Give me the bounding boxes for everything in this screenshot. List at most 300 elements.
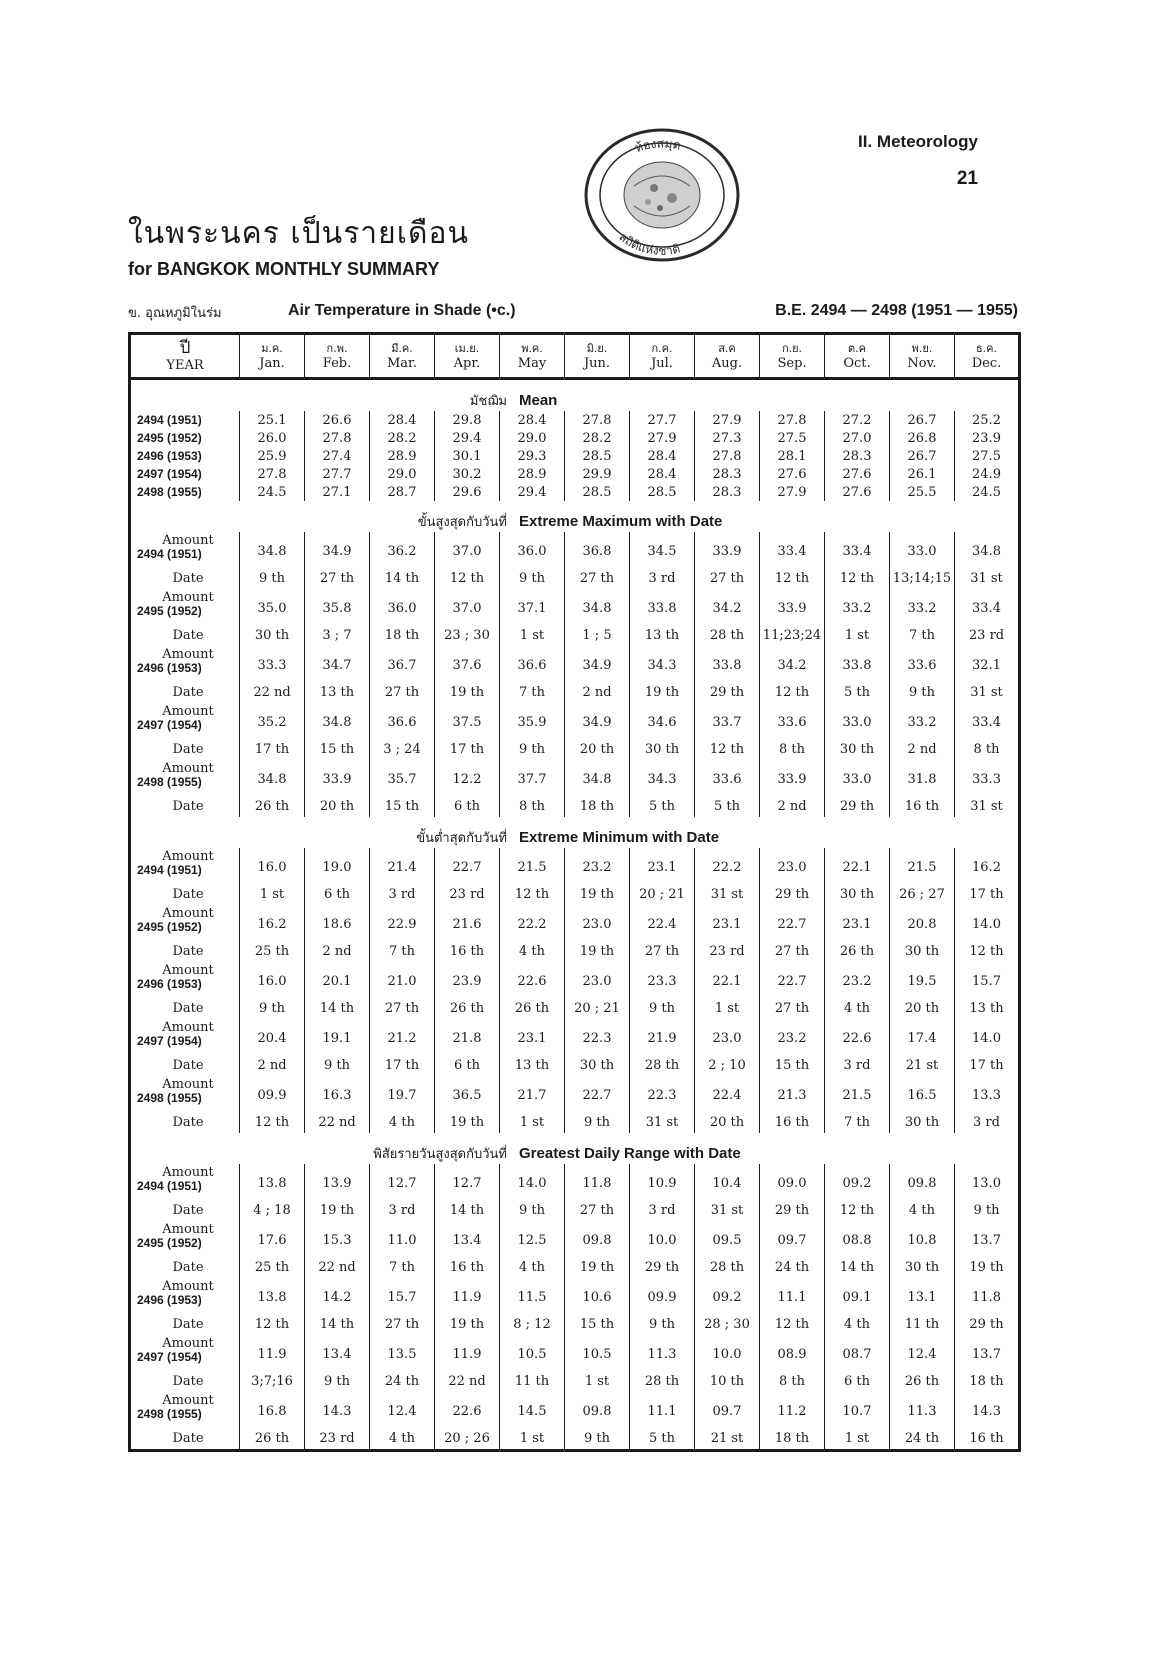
amount-value: 34.8 <box>565 589 630 617</box>
amount-value: 22.6 <box>435 1392 500 1420</box>
month-header-thai: มิ.ย. <box>586 342 608 355</box>
amount-value: 34.7 <box>305 646 370 674</box>
date-value: 6 th <box>825 1363 890 1392</box>
date-value: 14 th <box>305 1306 370 1335</box>
date-value: 18 th <box>370 617 435 646</box>
mean-value: 25.9 <box>240 447 305 465</box>
amount-value: 21.5 <box>500 848 565 876</box>
month-header-thai: ก.ย. <box>781 342 803 355</box>
date-value: 6 th <box>435 788 500 817</box>
amount-value: 12.7 <box>435 1164 500 1192</box>
month-column-header <box>695 334 760 379</box>
amount-label: Amount <box>162 533 214 548</box>
date-value: 27 th <box>370 1306 435 1335</box>
date-value: 26 th <box>435 990 500 1019</box>
date-value: 27 th <box>370 674 435 703</box>
date-value: 28 th <box>695 617 760 646</box>
year-label: 2497 (1954) <box>137 1034 202 1048</box>
amount-value: 22.6 <box>500 962 565 990</box>
amount-value: 33.6 <box>760 703 825 731</box>
title-thai: ในพระนคร เป็นรายเดือน <box>128 216 469 251</box>
date-value: 18 th <box>760 1420 825 1451</box>
date-value: 1 st <box>825 1420 890 1451</box>
date-row <box>130 617 1020 646</box>
amount-row <box>130 962 1020 990</box>
date-label: Date <box>172 1260 204 1275</box>
amount-value: 22.6 <box>825 1019 890 1047</box>
amount-value: 19.0 <box>305 848 370 876</box>
date-value: 4 th <box>500 1249 565 1278</box>
amount-value: 19.1 <box>305 1019 370 1047</box>
mean-value: 25.1 <box>240 411 305 429</box>
date-value: 26 th <box>240 788 305 817</box>
amount-value: 22.2 <box>500 905 565 933</box>
date-value: 12 th <box>760 1306 825 1335</box>
mean-value: 25.5 <box>890 483 955 501</box>
amount-value: 22.1 <box>825 848 890 876</box>
month-header-thai: ม.ค. <box>261 342 283 355</box>
date-value: 31 st <box>630 1104 695 1133</box>
mean-value: 26.1 <box>890 465 955 483</box>
date-value: 18 th <box>565 788 630 817</box>
date-value: 11 th <box>500 1363 565 1392</box>
amount-value: 16.2 <box>955 848 1020 876</box>
amount-value: 37.0 <box>435 532 500 560</box>
amount-value: 22.2 <box>695 848 760 876</box>
amount-value: 15.7 <box>370 1278 435 1306</box>
date-value: 12 th <box>240 1104 305 1133</box>
date-label-cell <box>130 1192 240 1221</box>
month-header-thai: พ.ค. <box>521 342 543 355</box>
date-value: 1 st <box>825 617 890 646</box>
year-label: 2497 (1954) <box>137 1350 202 1364</box>
amount-row <box>130 646 1020 674</box>
amount-label-cell <box>130 1335 240 1363</box>
amount-label: Amount <box>162 761 214 776</box>
date-value: 27 th <box>695 560 760 589</box>
mean-value: 28.5 <box>565 483 630 501</box>
amount-value: 09.2 <box>695 1278 760 1306</box>
mean-value: 26.8 <box>890 429 955 447</box>
date-value: 6 th <box>435 1047 500 1076</box>
month-header-english: Jun. <box>583 356 611 371</box>
amount-value: 13.7 <box>955 1221 1020 1249</box>
amount-value: 33.6 <box>695 760 760 788</box>
date-row <box>130 1420 1020 1451</box>
date-value: 1 st <box>500 1104 565 1133</box>
date-label-cell <box>130 1249 240 1278</box>
date-value: 19 th <box>955 1249 1020 1278</box>
mean-value: 30.2 <box>435 465 500 483</box>
amount-value: 17.4 <box>890 1019 955 1047</box>
amount-value: 23.0 <box>760 848 825 876</box>
subheading-thai: ข. อุณหภูมิในร่ม <box>128 306 222 321</box>
mean-value: 28.4 <box>630 465 695 483</box>
date-value: 9 th <box>630 1306 695 1335</box>
date-value: 14 th <box>370 560 435 589</box>
amount-value: 33.7 <box>695 703 760 731</box>
mean-value: 28.4 <box>500 411 565 429</box>
svg-text:ห้องสมุด: ห้องสมุด <box>632 136 682 156</box>
mean-value: 28.3 <box>695 465 760 483</box>
date-label: Date <box>172 1203 204 1218</box>
mean-value: 28.1 <box>760 447 825 465</box>
date-value: 28 th <box>695 1249 760 1278</box>
amount-value: 15.3 <box>305 1221 370 1249</box>
mean-value: 27.6 <box>825 465 890 483</box>
amount-value: 33.3 <box>955 760 1020 788</box>
amount-value: 22.3 <box>565 1019 630 1047</box>
month-header-english: Jul. <box>651 356 673 371</box>
amount-label-cell <box>130 532 240 560</box>
amount-value: 09.8 <box>890 1164 955 1192</box>
amount-value: 37.0 <box>435 589 500 617</box>
amount-value: 21.8 <box>435 1019 500 1047</box>
document-title <box>128 210 469 280</box>
mean-value: 26.0 <box>240 429 305 447</box>
date-value: 2 nd <box>305 933 370 962</box>
amount-value: 34.9 <box>305 532 370 560</box>
section-title: II. Meteorology <box>858 132 978 151</box>
mean-value: 23.9 <box>955 429 1020 447</box>
section-heading <box>130 501 1020 532</box>
section-heading-title: Mean <box>519 392 558 409</box>
amount-value: 33.0 <box>825 703 890 731</box>
month-column-header <box>240 334 305 379</box>
date-value: 25 th <box>240 1249 305 1278</box>
amount-value: 22.4 <box>630 905 695 933</box>
amount-value: 10.7 <box>825 1392 890 1420</box>
date-value: 21 st <box>695 1420 760 1451</box>
amount-value: 12.7 <box>370 1164 435 1192</box>
amount-value: 23.2 <box>825 962 890 990</box>
date-value: 19 th <box>630 674 695 703</box>
amount-value: 35.2 <box>240 703 305 731</box>
date-value: 12 th <box>760 560 825 589</box>
date-label-cell <box>130 1306 240 1335</box>
date-value: 23 rd <box>955 617 1020 646</box>
date-label-cell <box>130 788 240 817</box>
amount-value: 09.9 <box>240 1076 305 1104</box>
amount-value: 23.0 <box>565 962 630 990</box>
mean-value: 24.5 <box>240 483 305 501</box>
date-value: 8 th <box>500 788 565 817</box>
date-row <box>130 1047 1020 1076</box>
mean-row <box>130 465 1020 483</box>
amount-value: 34.3 <box>630 646 695 674</box>
date-value: 14 th <box>435 1192 500 1221</box>
date-value: 5 th <box>695 788 760 817</box>
amount-label: Amount <box>162 1020 214 1035</box>
amount-row <box>130 1278 1020 1306</box>
mean-value: 28.4 <box>370 411 435 429</box>
mean-value: 28.3 <box>825 447 890 465</box>
mean-value: 29.9 <box>565 465 630 483</box>
amount-value: 10.0 <box>695 1335 760 1363</box>
date-label-cell <box>130 1420 240 1451</box>
date-value: 10 th <box>695 1363 760 1392</box>
date-value: 13 th <box>500 1047 565 1076</box>
amount-value: 21.5 <box>890 848 955 876</box>
date-value: 3 rd <box>370 876 435 905</box>
date-value: 27 th <box>760 933 825 962</box>
mean-value: 24.9 <box>955 465 1020 483</box>
mean-value: 27.7 <box>630 411 695 429</box>
month-column-header <box>370 334 435 379</box>
year-label: 2498 (1955) <box>137 775 202 789</box>
date-value: 8 th <box>955 731 1020 760</box>
amount-value: 34.5 <box>630 532 695 560</box>
mean-value: 29.4 <box>500 483 565 501</box>
amount-value: 22.4 <box>695 1076 760 1104</box>
date-value: 2 ; 10 <box>695 1047 760 1076</box>
date-value: 9 th <box>500 731 565 760</box>
month-header-english: Feb. <box>322 356 352 371</box>
amount-value: 09.5 <box>695 1221 760 1249</box>
amount-value: 22.7 <box>565 1076 630 1104</box>
date-value: 26 th <box>500 990 565 1019</box>
date-value: 16 th <box>435 1249 500 1278</box>
mean-value: 29.0 <box>370 465 435 483</box>
mean-value: 29.4 <box>435 429 500 447</box>
amount-value: 16.2 <box>240 905 305 933</box>
date-row <box>130 1306 1020 1335</box>
mean-value: 24.5 <box>955 483 1020 501</box>
date-value: 7 th <box>370 1249 435 1278</box>
amount-row <box>130 703 1020 731</box>
amount-value: 10.5 <box>565 1335 630 1363</box>
amount-value: 35.8 <box>305 589 370 617</box>
date-value: 27 th <box>370 990 435 1019</box>
amount-value: 33.3 <box>240 646 305 674</box>
mean-value: 27.6 <box>760 465 825 483</box>
date-value: 30 th <box>240 617 305 646</box>
title-english: for BANGKOK MONTHLY SUMMARY <box>128 259 440 279</box>
amount-value: 35.0 <box>240 589 305 617</box>
amount-value: 33.2 <box>890 703 955 731</box>
amount-value: 15.7 <box>955 962 1020 990</box>
amount-value: 12.2 <box>435 760 500 788</box>
mean-value: 27.3 <box>695 429 760 447</box>
amount-value: 34.9 <box>565 703 630 731</box>
date-value: 3 rd <box>630 560 695 589</box>
date-value: 1 st <box>695 990 760 1019</box>
amount-value: 13.4 <box>305 1335 370 1363</box>
date-value: 26 th <box>240 1420 305 1451</box>
date-value: 12 th <box>955 933 1020 962</box>
date-label: Date <box>172 1001 204 1016</box>
section-heading-thai: ขั้นต่ำสุดกับวันที่ <box>416 831 507 846</box>
amount-value: 23.2 <box>565 848 630 876</box>
date-value: 4 ; 18 <box>240 1192 305 1221</box>
amount-value: 36.6 <box>500 646 565 674</box>
date-row <box>130 731 1020 760</box>
date-row <box>130 674 1020 703</box>
amount-value: 22.3 <box>630 1076 695 1104</box>
date-label: Date <box>172 1058 204 1073</box>
year-label: 2496 (1953) <box>137 661 202 675</box>
date-value: 31 st <box>955 788 1020 817</box>
month-column-header <box>305 334 370 379</box>
date-value: 26 th <box>890 1363 955 1392</box>
date-value: 17 th <box>370 1047 435 1076</box>
date-value: 14 th <box>305 990 370 1019</box>
amount-label-cell <box>130 962 240 990</box>
amount-value: 14.3 <box>955 1392 1020 1420</box>
mean-value: 26.6 <box>305 411 370 429</box>
date-value: 17 th <box>955 876 1020 905</box>
temperature-table <box>128 332 1018 1446</box>
date-value: 29 th <box>760 876 825 905</box>
mean-row <box>130 447 1020 465</box>
month-header-thai: ต.ค <box>848 342 866 355</box>
mean-value: 30.1 <box>435 447 500 465</box>
amount-value: 11.8 <box>565 1164 630 1192</box>
amount-value: 16.8 <box>240 1392 305 1420</box>
date-value: 26 th <box>825 933 890 962</box>
amount-value: 21.9 <box>630 1019 695 1047</box>
month-column-header <box>825 334 890 379</box>
date-value: 11 th <box>890 1306 955 1335</box>
date-value: 9 th <box>630 990 695 1019</box>
month-column-header <box>955 334 1020 379</box>
date-value: 30 th <box>825 731 890 760</box>
section-heading-row <box>130 817 1020 848</box>
mean-value: 28.2 <box>370 429 435 447</box>
date-value: 30 th <box>565 1047 630 1076</box>
amount-label-cell <box>130 1164 240 1192</box>
date-value: 9 th <box>240 560 305 589</box>
date-label-cell <box>130 731 240 760</box>
date-value: 15 th <box>370 788 435 817</box>
mean-value: 29.0 <box>500 429 565 447</box>
amount-value: 11.2 <box>760 1392 825 1420</box>
amount-value: 33.4 <box>825 532 890 560</box>
year-label: 2494 (1951) <box>130 411 240 429</box>
section-heading-row <box>130 379 1020 412</box>
amount-value: 13.5 <box>370 1335 435 1363</box>
date-value: 18 th <box>955 1363 1020 1392</box>
amount-value: 20.8 <box>890 905 955 933</box>
date-value: 9 th <box>305 1363 370 1392</box>
year-label: 2495 (1952) <box>137 920 202 934</box>
date-row <box>130 1249 1020 1278</box>
section-heading-title: Greatest Daily Range with Date <box>519 1145 741 1162</box>
amount-row <box>130 1019 1020 1047</box>
amount-value: 09.1 <box>825 1278 890 1306</box>
date-value: 4 th <box>825 1306 890 1335</box>
date-value: 3;7;16 <box>240 1363 305 1392</box>
amount-value: 11.0 <box>370 1221 435 1249</box>
date-value: 23 rd <box>305 1420 370 1451</box>
date-value: 1 st <box>240 876 305 905</box>
amount-value: 11.5 <box>500 1278 565 1306</box>
amount-label-cell <box>130 1019 240 1047</box>
amount-value: 10.4 <box>695 1164 760 1192</box>
official-seal-stamp-icon <box>582 126 742 264</box>
year-label: 2496 (1953) <box>137 1293 202 1307</box>
date-value: 17 th <box>435 731 500 760</box>
amount-row <box>130 1392 1020 1420</box>
month-header-english: Mar. <box>387 356 417 371</box>
amount-value: 35.9 <box>500 703 565 731</box>
month-column-header <box>760 334 825 379</box>
subheading-topic: Air Temperature in Shade (•c.) <box>288 302 516 319</box>
date-value: 17 th <box>955 1047 1020 1076</box>
date-value: 2 nd <box>760 788 825 817</box>
date-value: 9 th <box>500 1192 565 1221</box>
amount-value: 09.9 <box>630 1278 695 1306</box>
amount-label-cell <box>130 703 240 731</box>
date-value: 16 th <box>955 1420 1020 1451</box>
date-value: 9 th <box>240 990 305 1019</box>
date-value: 31 st <box>695 876 760 905</box>
date-value: 6 th <box>305 876 370 905</box>
date-value: 12 th <box>695 731 760 760</box>
amount-value: 08.9 <box>760 1335 825 1363</box>
mean-value: 28.4 <box>630 447 695 465</box>
date-value: 26 ; 27 <box>890 876 955 905</box>
amount-value: 33.9 <box>760 760 825 788</box>
mean-value: 29.6 <box>435 483 500 501</box>
date-value: 22 nd <box>305 1104 370 1133</box>
year-label: 2496 (1953) <box>137 977 202 991</box>
date-value: 3 rd <box>370 1192 435 1221</box>
date-value: 13 th <box>630 617 695 646</box>
date-value: 16 th <box>760 1104 825 1133</box>
date-value: 29 th <box>825 788 890 817</box>
date-value: 19 th <box>435 1306 500 1335</box>
date-value: 20 th <box>565 731 630 760</box>
date-row <box>130 933 1020 962</box>
subheading-period: B.E. 2494 — 2498 (1951 — 1955) <box>775 302 1018 319</box>
amount-row <box>130 1335 1020 1363</box>
date-value: 20 ; 21 <box>565 990 630 1019</box>
date-value: 9 th <box>565 1420 630 1451</box>
date-value: 28 th <box>630 1363 695 1392</box>
page-number: 21 <box>956 168 978 189</box>
date-value: 31 st <box>955 674 1020 703</box>
amount-value: 33.9 <box>695 532 760 560</box>
date-value: 16 th <box>435 933 500 962</box>
date-value: 4 th <box>825 990 890 1019</box>
date-value: 9 th <box>305 1047 370 1076</box>
amount-value: 36.6 <box>370 703 435 731</box>
amount-value: 09.7 <box>760 1221 825 1249</box>
date-value: 15 th <box>305 731 370 760</box>
date-row <box>130 990 1020 1019</box>
amount-value: 34.2 <box>695 589 760 617</box>
amount-label: Amount <box>162 1393 214 1408</box>
amount-value: 09.0 <box>760 1164 825 1192</box>
date-value: 28 th <box>630 1047 695 1076</box>
date-value: 13 th <box>305 674 370 703</box>
date-value: 1 st <box>500 617 565 646</box>
date-label-cell <box>130 933 240 962</box>
date-value: 29 th <box>630 1249 695 1278</box>
date-value: 4 th <box>370 1420 435 1451</box>
date-value: 12 th <box>825 560 890 589</box>
amount-value: 33.8 <box>825 646 890 674</box>
amount-value: 11.3 <box>630 1335 695 1363</box>
month-header-english: Nov. <box>907 356 937 371</box>
date-value: 2 nd <box>240 1047 305 1076</box>
date-value: 3 ; 7 <box>305 617 370 646</box>
date-label-cell <box>130 876 240 905</box>
amount-label-cell <box>130 848 240 876</box>
date-value: 7 th <box>890 617 955 646</box>
date-value: 12 th <box>500 876 565 905</box>
